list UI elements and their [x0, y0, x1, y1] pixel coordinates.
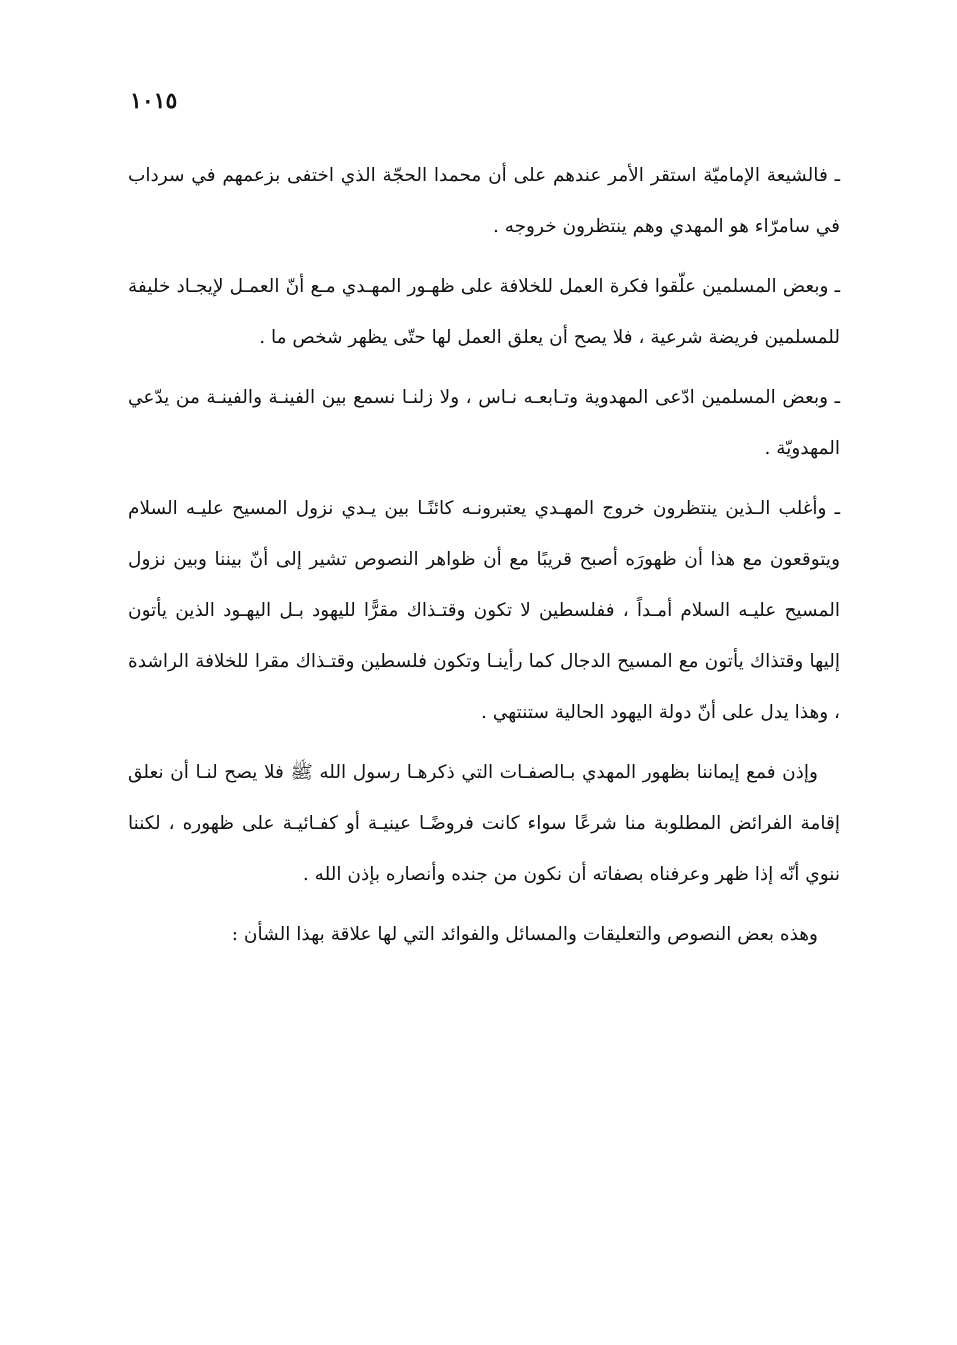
- paragraph-shia-imamiyya: ـ فالشيعة الإماميّة استقر الأمر عندهم على أن محمدا الحجّة الذي اختفى بزعمهم في سرداب في سامرّاء هو المهدي وهم ينتظرون خروجه .: [128, 165, 840, 237]
- paragraph-conclusion: وإذن فمع إيماننا بظهور المهدي بـالصفـات التي ذكرهـا رسول الله ﷺ فلا يصح لنـا أن نعلق إقامة الفرائض المطلوبة منا شرعًا سواء كانت فروضًـا عينيـة أو كفـائيـة على ظهوره ، لكننا ننوي أنّه إذا ظهر وعرفناه بصفاته أن نكون من جنده وأنصاره بإذن الله .: [128, 762, 840, 885]
- paragraph-intro-texts: وهذه بعض النصوص والتعليقات والمسائل والفوائد التي لها علاقة بهذا الشأن :: [231, 924, 818, 945]
- page-number: ١٠١٥: [130, 88, 178, 114]
- paragraph-awaiting-mahdi: ـ وأغلب الـذين ينتظرون خروج المهـدي يعتبرونـه كائنًـا بين يـدي نزول المسيح عليـه السلام ويتوقعون مع هذا أن ظهورَه أصبح قريبًا مع أن ظواهر النصوص تشير إلى أنّ بيننا وبين نزول المسيح عليـه السلام أمـداً ، ففلسطين لا تكون وقتـذاك مقرًّا لليهود بـل اليهـود الذين يأتون إليها وقتذاك يأتون مع المسيح الدجال كما رأينـا وتكون فلسطين وقتـذاك مقرا للخلافة الراشدة ، وهذا يدل على أنّ دولة اليهود الحالية ستنتهي .: [128, 498, 840, 723]
- body-text: [128, 150, 840, 960]
- paragraph-khilafa-work: ـ وبعض المسلمين علّقوا فكرة العمل للخلافة على ظهـور المهـدي مـع أنّ العمـل لإيجـاد خليفة للمسلمين فريضة شرعية ، فلا يصح أن يعلق العمل لها حتّى يظهر شخص ما .: [128, 276, 840, 348]
- paragraph-mahdi-claimants: ـ وبعض المسلمين ادّعى المهدوية وتـابعـه نـاس ، ولا زلنـا نسمع بين الفينـة والفينـة من يدّعي المهدويّة .: [128, 387, 840, 459]
